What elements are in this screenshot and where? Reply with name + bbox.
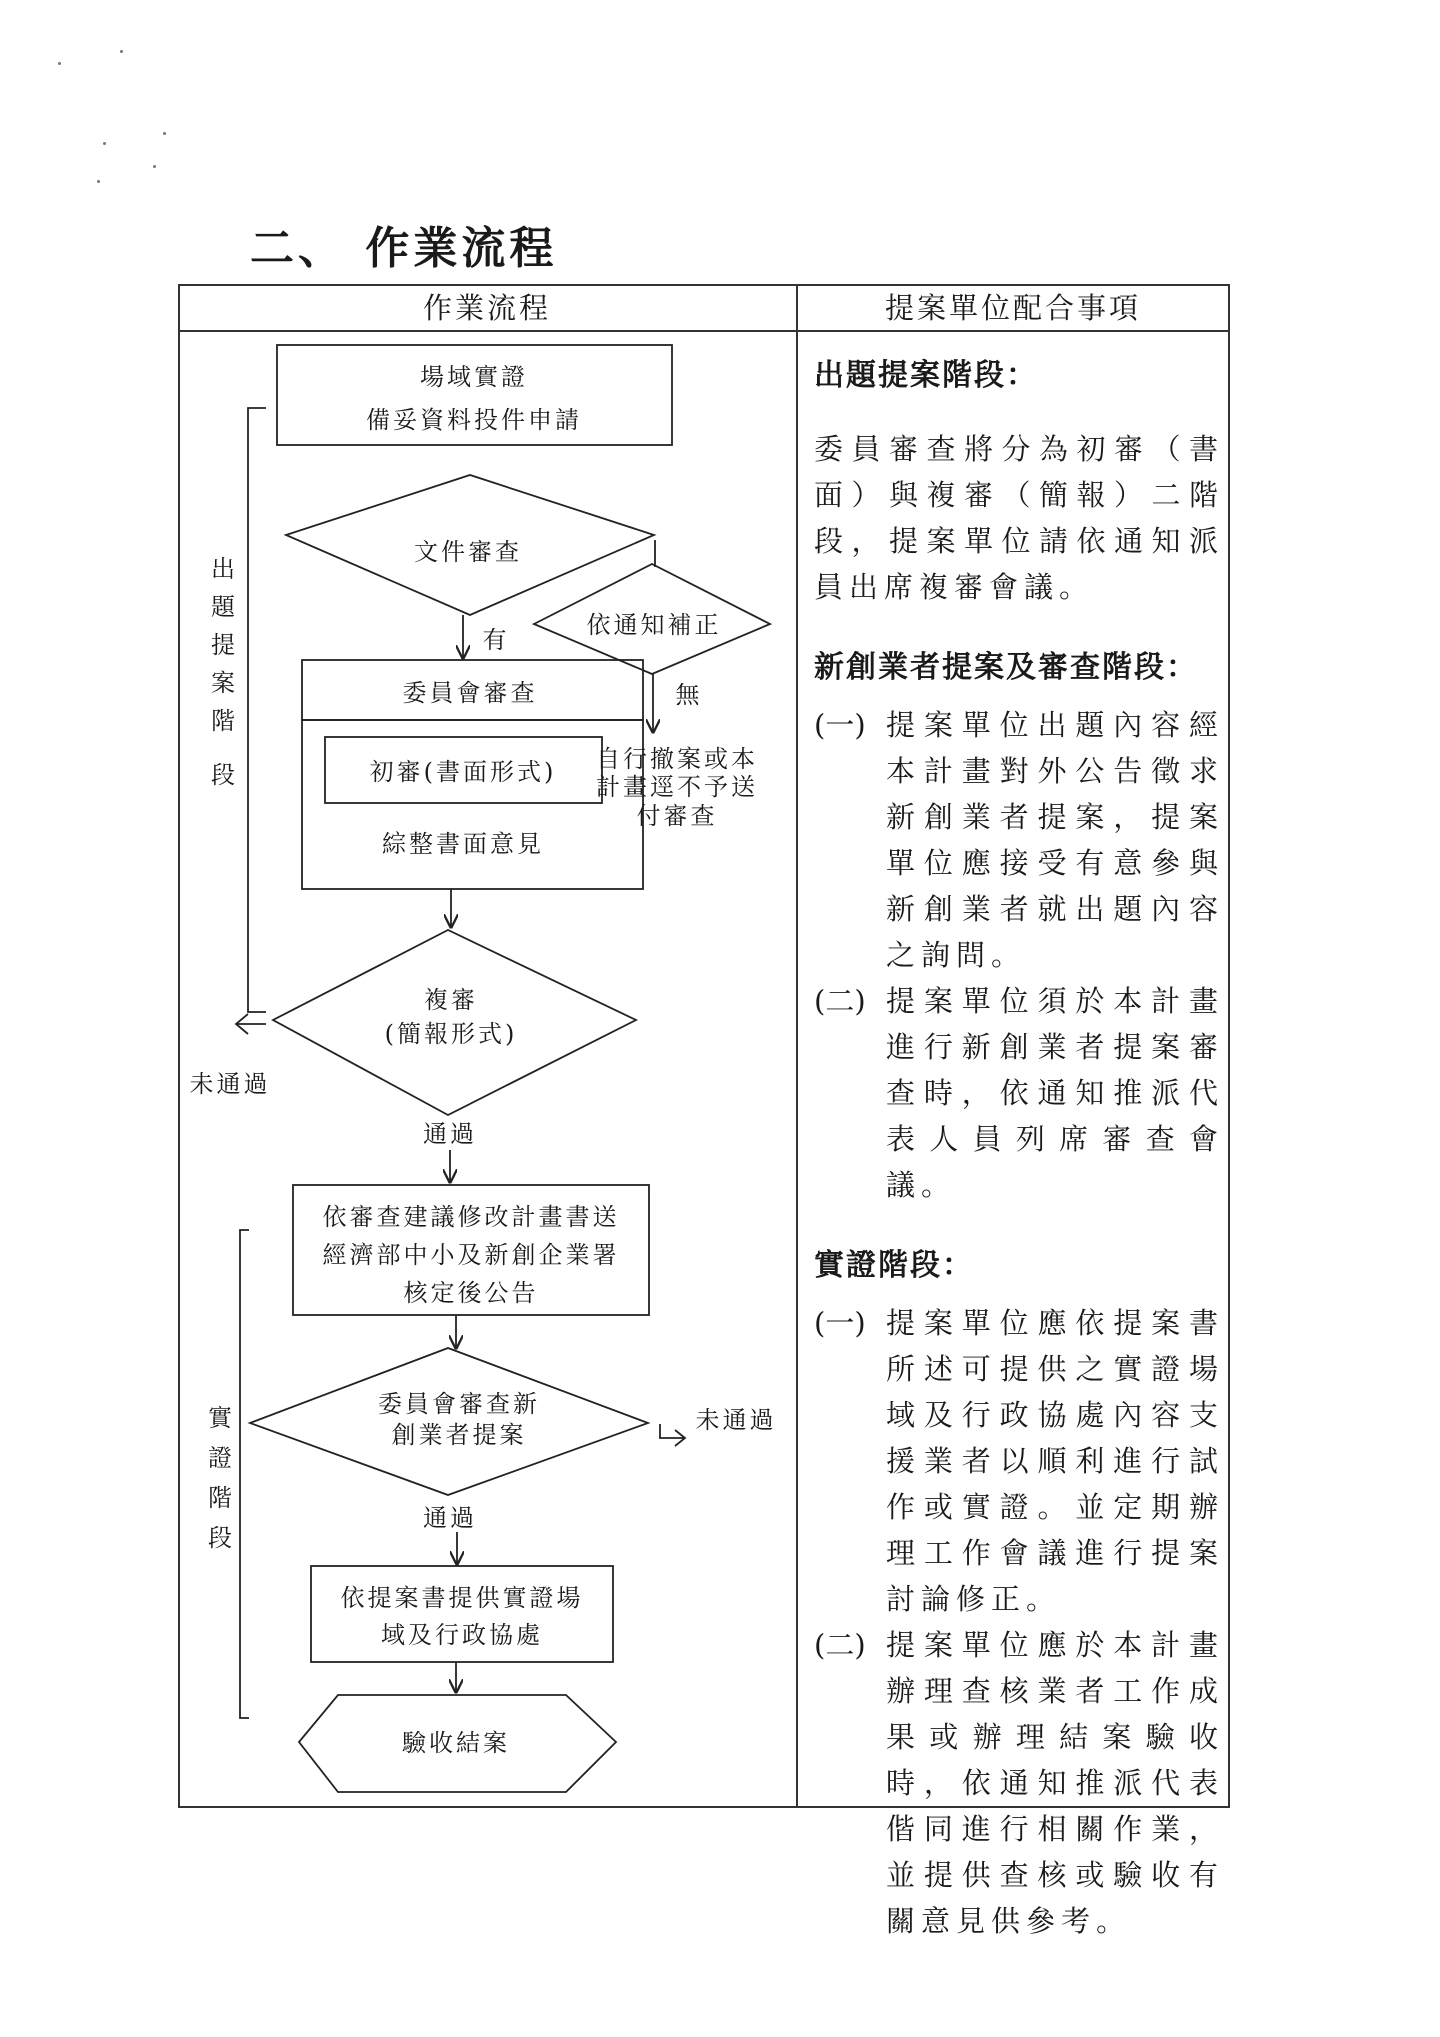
first-review-label: 初審(書面形式) <box>369 758 557 786</box>
flowchart <box>178 330 796 1806</box>
item-number: (二) <box>814 1628 866 1662</box>
revise-line1: 依審查建議修改計畫書送 <box>322 1203 620 1231</box>
no-label: 無 <box>675 681 703 709</box>
yes-label: 有 <box>482 626 510 654</box>
stage1-char: 題 <box>211 593 235 621</box>
stage1-bracket <box>248 408 266 1012</box>
item-number: (二) <box>814 984 866 1018</box>
stage1-char: 案 <box>211 669 235 697</box>
startup-review-line2: 創業者提案 <box>391 1421 527 1449</box>
provide-line2: 域及行政協處 <box>381 1621 543 1649</box>
item-number: (一) <box>814 1306 866 1340</box>
correction-label: 依通知補正 <box>586 611 722 639</box>
column-divider <box>796 284 798 1808</box>
section-title-proposal: 出題提案階段： <box>814 358 1038 393</box>
field-box-line2: 備妥資料投件申請 <box>366 406 582 434</box>
field-box-line1: 場域實證 <box>420 363 528 391</box>
section-text-proposal: 委員審查將分為初審（書面）與複審（簡報）二階段，提案單位請依通知派員出席複審會議。 <box>814 432 1224 604</box>
withdraw-line1: 自行撤案或本 <box>596 745 758 773</box>
page-title: 二、 作業流程 <box>250 223 558 274</box>
list-item <box>814 978 1224 1208</box>
section-title-verification: 實證階段： <box>814 1248 974 1283</box>
item-text: 提案單位須於本計畫進行新創業者提案審查時，依通知推派代表人員列席審查會議。 <box>886 984 1224 1202</box>
right-column-header: 提案單位配合事項 <box>884 291 1141 325</box>
doc-review-label: 文件審查 <box>414 538 522 566</box>
stage2-char: 實 <box>208 1404 232 1432</box>
startup-review-line1: 委員會審查新 <box>378 1390 540 1418</box>
stage1-char: 提 <box>211 631 235 659</box>
list-item <box>814 702 1224 978</box>
list-item <box>814 1622 1224 1944</box>
pass-label-1: 通過 <box>423 1120 477 1148</box>
revise-line3: 核定後公告 <box>403 1279 539 1307</box>
stage2-bracket <box>240 1230 249 1718</box>
fail-label-1: 未通過 <box>189 1070 271 1098</box>
committee-review-group <box>302 720 643 889</box>
item-text: 提案單位出題內容經本計畫對外公告徵求新創業者提案，提案單位應接受有意參與新創業者就出題內容之詢問。 <box>886 708 1224 972</box>
accept-close-label: 驗收結案 <box>402 1729 510 1757</box>
consolidate-label: 綜整書面意見 <box>382 830 544 858</box>
stage1-char: 段 <box>211 761 235 789</box>
stage1-char: 階 <box>211 707 235 735</box>
item-number: (一) <box>814 708 866 742</box>
committee-review-label: 委員會審查 <box>402 679 538 707</box>
section-title-startup: 新創業者提案及審查階段： <box>814 650 1198 685</box>
stage2-char: 段 <box>208 1524 232 1552</box>
stage2-char: 階 <box>208 1484 232 1512</box>
item-text: 提案單位應依提案書所述可提供之實證場域及行政協處內容支援業者以順利進行試作或實證。並定期辦理工作會議進行提案討論修正。 <box>886 1306 1224 1616</box>
second-review-line1: 複審 <box>424 986 478 1014</box>
second-review-line2: (簡報形式) <box>384 1020 518 1048</box>
provide-line1: 依提案書提供實證場 <box>340 1584 584 1612</box>
pass-label-2: 通過 <box>423 1504 477 1532</box>
fail-label-2: 未通過 <box>695 1406 777 1434</box>
stage2-char: 證 <box>208 1444 232 1472</box>
stage1-char: 出 <box>211 555 235 583</box>
left-column-header: 作業流程 <box>422 291 551 325</box>
item-text: 提案單位應於本計畫辦理查核業者工作成果或辦理結案驗收時，依通知推派代表偕同進行相關作業，並提供查核或驗收有關意見供參考。 <box>886 1628 1224 1938</box>
withdraw-line3: 付審查 <box>636 802 718 830</box>
revise-line2: 經濟部中小及新創企業署 <box>322 1241 620 1269</box>
list-item <box>814 1300 1224 1622</box>
withdraw-line2: 計畫逕不予送 <box>596 773 758 801</box>
cooperation-items <box>814 350 1224 1944</box>
